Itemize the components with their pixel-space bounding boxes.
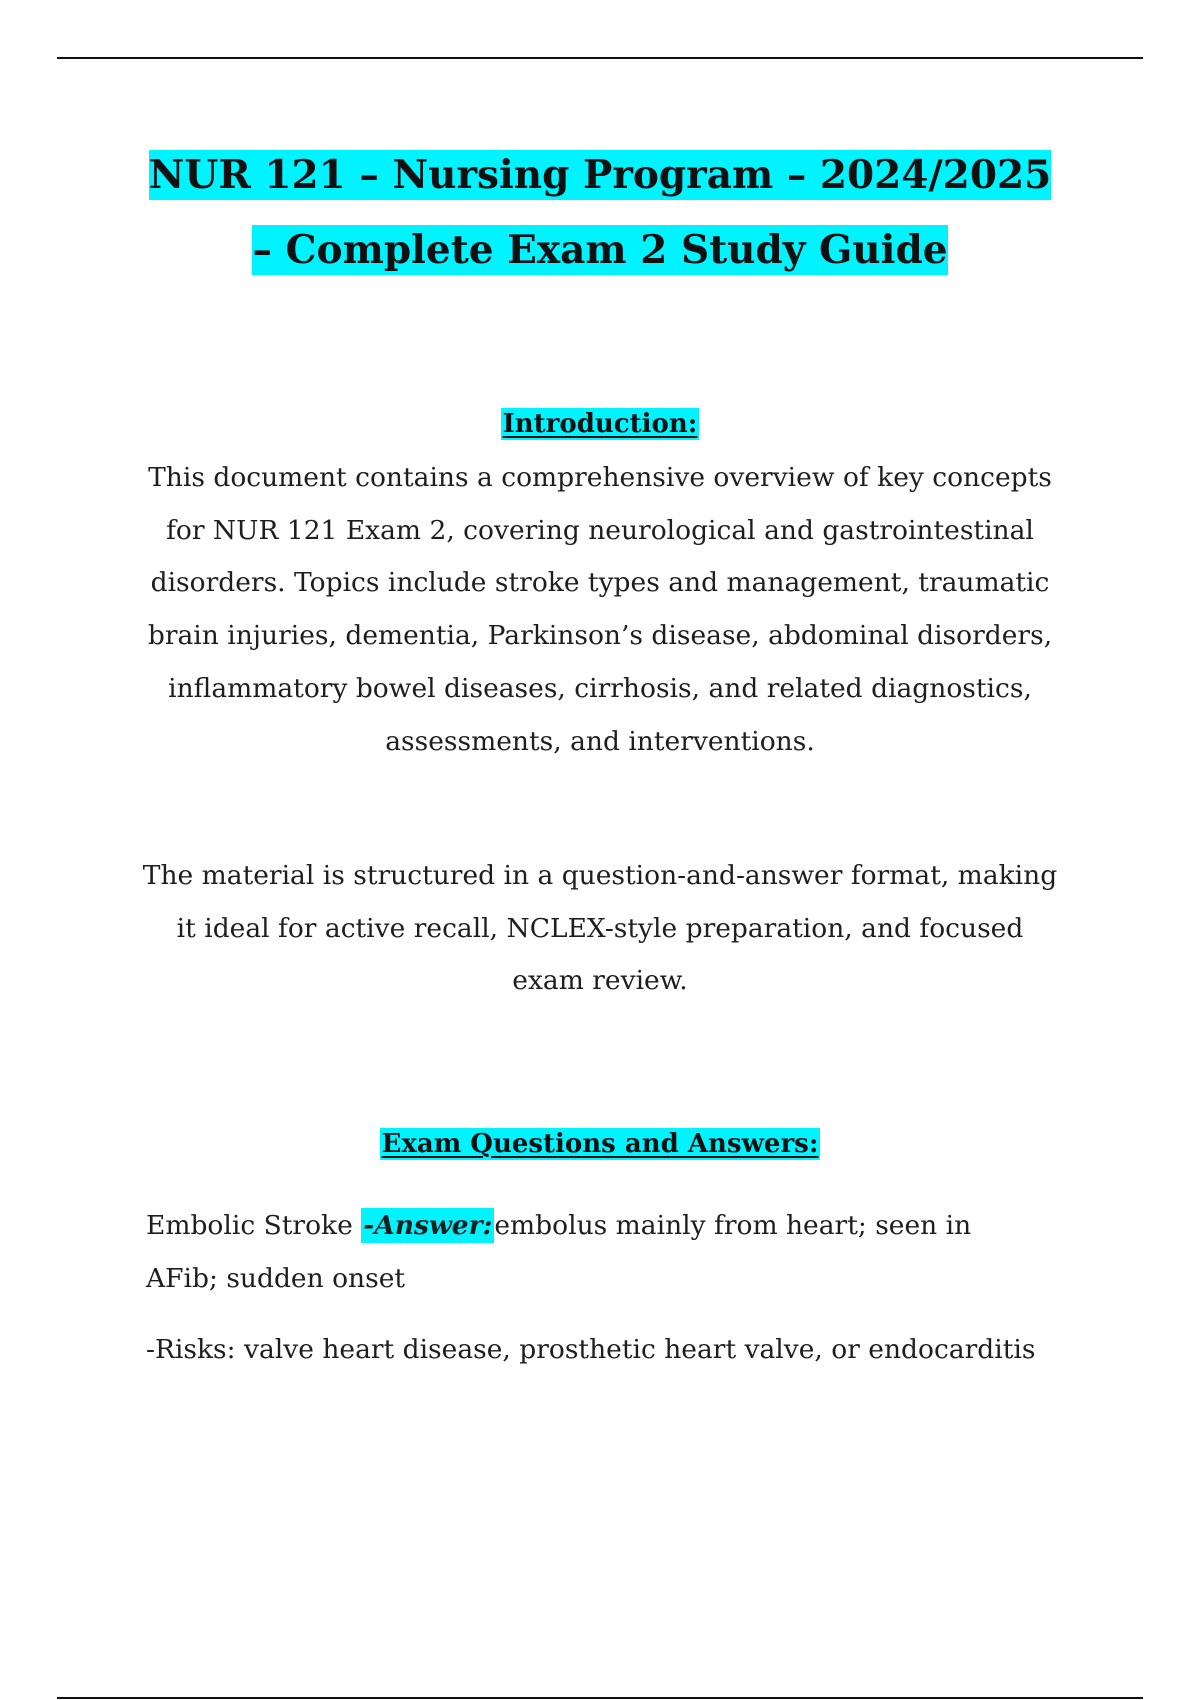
introduction-heading-text: Introduction: — [502, 409, 698, 439]
introduction-heading — [100, 406, 1100, 442]
exam-questions-heading-text: Exam Questions and Answers: — [381, 1129, 819, 1159]
introduction-paragraph-1: This document contains a comprehensive overview of key concepts for NUR 121 Exam 2, covering neurological and gastrointestinal disorders. Topics include stroke types and management, traumatic brain injuries, dementia, Parkinson’s disease, abdominal disorders, inflammatory bowel diseases, cirrhosis, and related diagnostics, assessments, and interventions. — [147, 462, 1053, 757]
document-title — [100, 138, 1100, 288]
title-line-2: – Complete Exam 2 Study Guide — [252, 227, 948, 273]
exam-questions-heading — [100, 1126, 1100, 1162]
qa-note: -Risks: valve heart disease, prosthetic heart valve, or endocarditis — [146, 1334, 1036, 1365]
top-rule — [57, 57, 1143, 59]
introduction-paragraph-2: The material is structured in a question-and-answer format, making it ideal for active recall, NCLEX-style preparation, and focused exam review. — [142, 860, 1058, 997]
qa-question: Embolic Stroke — [146, 1210, 362, 1241]
title-line-1: NUR 121 – Nursing Program – 2024/2025 — [148, 152, 1052, 198]
qa-answer: embolus mainly from heart; seen in AFib; sudden onset — [146, 1210, 972, 1294]
qa-item — [146, 1200, 1046, 1305]
answer-tag: -Answer: — [363, 1210, 493, 1241]
bottom-rule — [57, 1697, 1143, 1699]
